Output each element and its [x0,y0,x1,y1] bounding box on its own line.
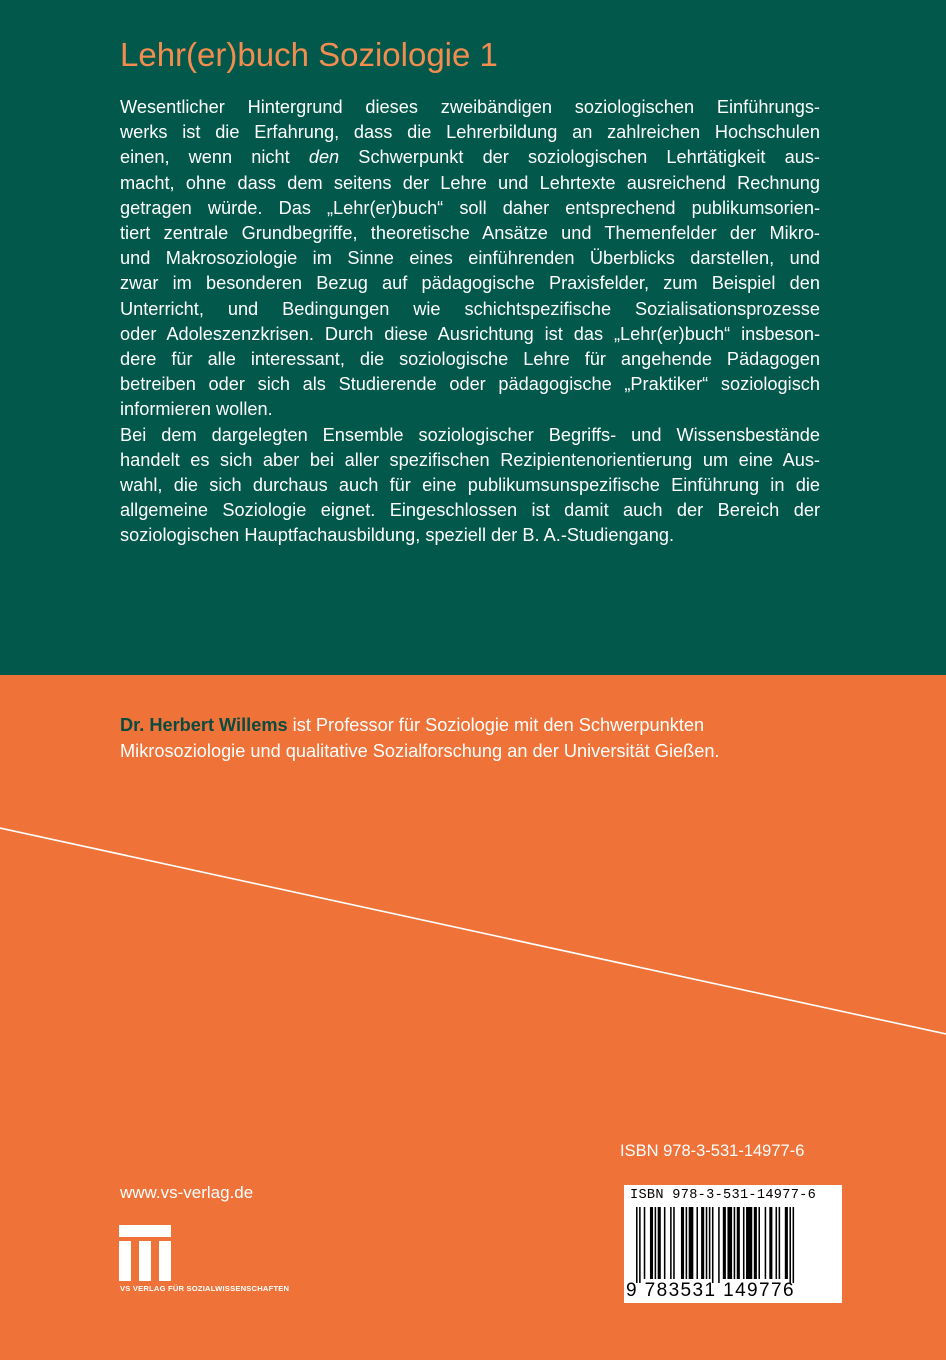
barcode-bar [785,1207,788,1279]
isbn-label: ISBN 978-3-531-14977-6 [620,1142,805,1160]
barcode-bar [737,1207,740,1279]
barcode-bar [754,1207,757,1279]
barcode-bar [706,1207,708,1279]
barcode-bar [758,1207,760,1279]
isbn-barcode [624,1185,842,1303]
barcode-bar [670,1207,672,1279]
barcode-bar [712,1207,714,1283]
author-bio-line: Mikrosoziologie und qualitative Sozialforschung an der Universität Gießen. [120,741,720,761]
description-line: tiert zentrale Grundbegriffe, theoretische Ansätze und Themenfelder der Mikro- [120,223,820,244]
barcode-bar [696,1207,698,1279]
author-bio-text: ist Professor für Soziologie mit den Schwerpunkten [287,715,705,735]
barcode-bar [769,1207,772,1279]
barcode-bar [664,1207,666,1279]
description-line: und Makrosoziologie im Sinne eines einführenden Überblicks darstellen, und [120,248,820,269]
description-panel [0,0,946,675]
barcode-bar [636,1207,638,1283]
description-line: informieren wollen. [120,399,273,420]
barcode-digits: 9 783531 149776 [626,1280,795,1301]
description-line: wahl, die sich durchaus auch für eine publikumsunspezifische Einführung in die [120,475,820,496]
vs-verlag-logo-icon [119,1225,171,1281]
barcode-bar [639,1207,641,1283]
barcode-isbn-text: ISBN 978-3-531-14977-6 [630,1188,817,1203]
barcode-bar [655,1207,657,1279]
website-link[interactable]: www.vs-verlag.de [120,1183,254,1202]
barcode-bar [727,1207,732,1279]
description-line: betreiben oder sich als Studierende oder pädagogische „Praktiker“ soziologisch [120,374,820,395]
description-line: macht, ohne dass dem seitens der Lehre und Lehrtexte ausreichend Rechnung [120,172,820,193]
author-bio-line [120,712,840,738]
barcode-bar [681,1207,684,1279]
author-name: Dr. Herbert Willems [120,715,288,735]
barcode-bar [776,1207,778,1279]
description-line [120,145,820,170]
author-bio [120,712,840,764]
description-line: soziologischen Hauptfachausbildung, speziell der B. A.-Studiengang. [120,525,675,546]
publisher-name: VS VERLAG FÜR SOZIALWISSENSCHAFTEN [120,1284,290,1293]
description-line: getragen würde. Das „Lehr(er)buch“ soll daher entsprechend publikumsorien- [120,197,820,218]
barcode-bar [644,1207,646,1279]
barcode-bar [718,1207,720,1283]
barcode-bar [689,1207,694,1279]
description-line: allgemeine Soziologie eignet. Eingeschlossen ist damit auch der Bereich der [120,500,820,521]
description-line: handelt es sich aber bei aller spezifischen Rezipientenorientierung um eine Aus- [120,449,820,470]
description-line: zwar im besonderen Bezug auf pädagogische Praxisfelder, zum Beispiel den [120,273,820,294]
description-line: Bei dem dargelegten Ensemble soziologischer Begriffs- und Wissensbestände [120,424,820,445]
description-line-end: Schwerpunkt der soziologischen Lehrtätigkeit aus- [339,147,820,168]
barcode-bar [743,1207,745,1279]
barcode-bar [658,1207,661,1279]
description-line: werks ist die Erfahrung, dass die Lehrerbildung an zahlreichen Hochschulen [120,122,820,143]
barcode-bar [650,1207,653,1279]
barcode-bar [765,1207,767,1279]
description-line: Unterricht, und Bedingungen wie schichtspezifische Sozialisationsprozesse [120,298,820,319]
book-description [120,95,820,549]
barcode-bar [789,1207,791,1283]
barcode-bar [746,1207,752,1279]
description-line: Wesentlicher Hintergrund dieses zweibändigen soziologischen Einführungs- [120,97,820,117]
barcode-bar [723,1207,726,1279]
description-line: dere für alle interessant, die soziologische Lehre für angehende Pädagogen [120,349,820,370]
emphasis-word: den [308,147,340,168]
barcode-bar [793,1207,795,1283]
barcode-bar [673,1207,675,1279]
description-line-start: einen, wenn nicht [120,147,309,168]
book-title: Lehr(er)buch Soziologie 1 [120,36,498,73]
barcode-bar [686,1207,688,1279]
barcode-bar [701,1207,704,1279]
barcode-bar [779,1207,781,1279]
barcode-bar [709,1207,711,1279]
description-line: oder Adoleszenzkrisen. Durch diese Ausrichtung ist das „Lehr(er)buch“ insbeson- [120,323,820,344]
barcode-bar [734,1207,736,1279]
